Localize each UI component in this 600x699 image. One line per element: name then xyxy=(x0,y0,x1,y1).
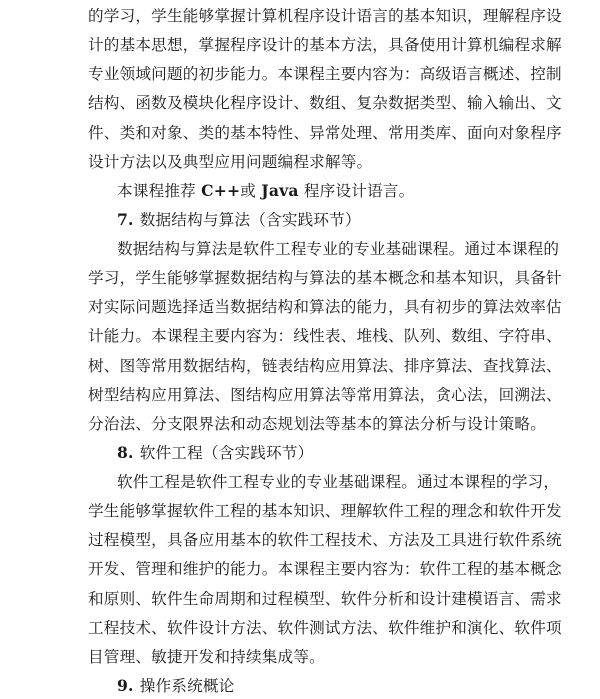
paragraph-line: 过程模型，具备应用基本的软件工程技术、方法及工具进行软件系统 xyxy=(88,531,562,550)
paragraph-line: 设计方法以及典型应用问题编程求解等。 xyxy=(88,152,373,171)
section-heading-7 xyxy=(117,210,361,230)
section-number: 8. xyxy=(117,442,134,462)
language-java: Java xyxy=(261,180,299,200)
paragraph-line: 计的基本思想，掌握程序设计的基本方法，具备使用计算机编程求解 xyxy=(88,36,562,55)
recommend-prefix: 本课程推荐 xyxy=(117,181,202,200)
recommend-suffix: 程序设计语言。 xyxy=(298,181,415,200)
paragraph-line: 件、类和对象、类的基本特性、异常处理、常用类库、面向对象程序 xyxy=(88,123,562,142)
paragraph-line: 树型结构应用算法、图结构应用算法等常用算法，贪心法，回溯法、 xyxy=(88,385,562,404)
paragraph-line: 和原则、软件生命周期和过程模型、软件分析和设计建模语言、需求 xyxy=(88,589,562,608)
paragraph-line: 结构、函数及模块化程序设计、数组、复杂数据类型、输入输出、文 xyxy=(88,94,562,113)
paragraph-line: 专业领域问题的初步能力。本课程主要内容为：高级语言概述、控制 xyxy=(88,65,562,84)
paragraph-line: 学习，学生能够掌握数据结构与算法的基本概念和基本知识，具备针 xyxy=(88,269,562,288)
section-title: 操作系统概论 xyxy=(139,677,235,695)
paragraph-line: 开发、管理和维护的能力。本课程主要内容为：软件工程的基本概念 xyxy=(88,560,562,579)
section-title: 软件工程（含实践环节） xyxy=(139,443,314,462)
section-heading-9 xyxy=(117,676,234,696)
paragraph-line: 对实际问题选择适当数据结构和算法的能力，具有初步的算法效率估 xyxy=(88,298,562,317)
paragraph-line: 数据结构与算法是软件工程专业的专业基础课程。通过本课程的 xyxy=(117,240,560,259)
paragraph-line: 的学习，学生能够掌握计算机程序设计语言的基本知识，理解程序设 xyxy=(88,7,562,25)
recommend-line xyxy=(117,181,414,201)
paragraph-line: 学生能够掌握软件工程的基本知识、理解软件工程的理念和软件开发 xyxy=(88,502,562,521)
paragraph-line: 目管理、敏捷开发和持续集成等。 xyxy=(88,647,325,666)
paragraph-line: 工程技术、软件设计方法、软件测试方法、软件维护和演化、软件项 xyxy=(88,618,562,637)
section-number: 7. xyxy=(117,209,134,229)
paragraph-line: 分治法、分支限界法和动态规划法等基本的算法分析与设计策略。 xyxy=(88,414,547,433)
recommend-mid: 或 xyxy=(240,181,262,200)
paragraph-line: 树、图等常用数据结构，链表结构应用算法、排序算法、查找算法、 xyxy=(88,356,562,375)
paragraph-line: 软件工程是软件工程专业的专业基础课程。通过本课程的学习， xyxy=(117,473,560,492)
paragraph-line: 计能力。本课程主要内容为：线性表、堆栈、队列、数组、字符串、 xyxy=(88,327,562,346)
section-heading-8 xyxy=(117,443,313,463)
language-cpp: C++ xyxy=(201,180,241,200)
section-number: 9. xyxy=(117,676,134,695)
section-title: 数据结构与算法（含实践环节） xyxy=(139,210,361,229)
